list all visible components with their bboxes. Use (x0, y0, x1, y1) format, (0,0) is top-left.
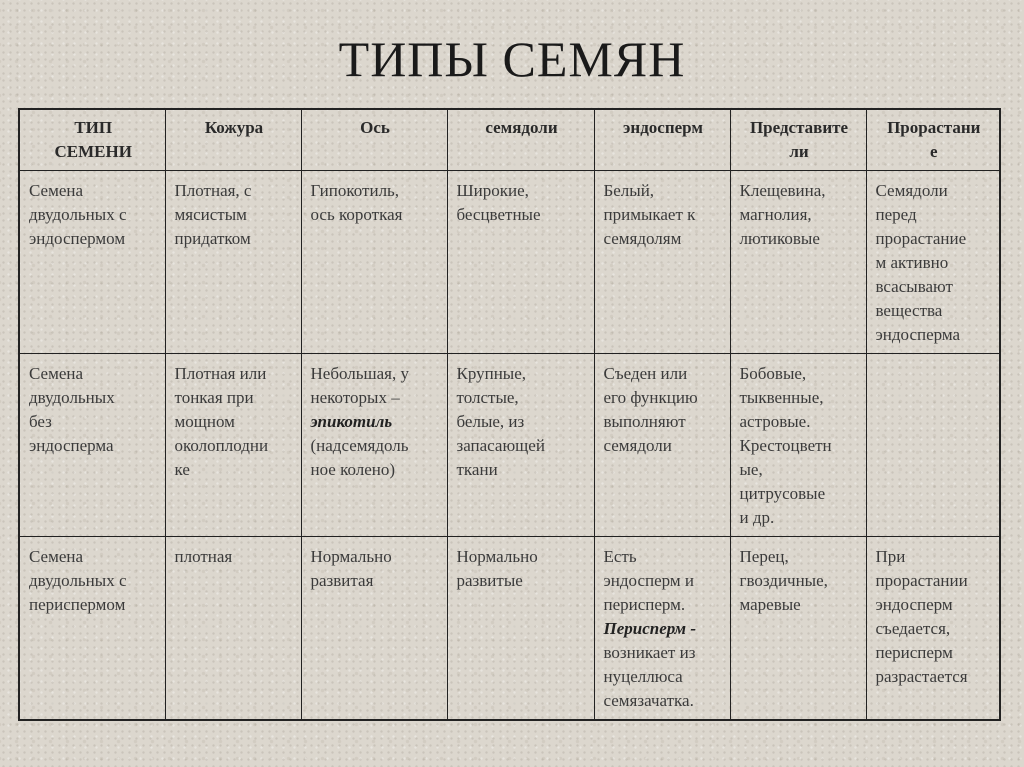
cell-germination: При прорастании эндосперм съедается, перисперм разрастается (866, 537, 1000, 721)
cell-axis: Нормально развитая (301, 537, 447, 721)
cell-representatives: Перец, гвоздичные, маревые (730, 537, 866, 721)
table-row (19, 354, 1000, 537)
term-perisperm: Перисперм - (603, 619, 696, 638)
cell-endosperm: Белый, примыкает к семядолям (594, 171, 730, 354)
table-row (19, 171, 1000, 354)
cell-axis: Гипокотиль, ось короткая (301, 171, 447, 354)
header-seed-coat: Кожура (165, 109, 301, 171)
cell-cotyledons: Нормально развитые (447, 537, 594, 721)
cell-seed-coat: Плотная или тонкая при мощном околоплодни ке (165, 354, 301, 537)
header-representatives: Представите ли (730, 109, 866, 171)
cell-representatives: Бобовые, тыквенные, астровые. Крестоцветн ые, цитрусовые и др. (730, 354, 866, 537)
cell-cotyledons: Широкие, бесцветные (447, 171, 594, 354)
header-endosperm: эндосперм (594, 109, 730, 171)
table-row (19, 537, 1000, 721)
seed-types-table (18, 108, 1001, 721)
cell-axis: Небольшая, у некоторых – эпикотиль (надсемядоль ное колено) (301, 354, 447, 537)
cell-seed-coat: плотная (165, 537, 301, 721)
cell-germination: Семядоли перед прорастание м активно всасывают вещества эндосперма (866, 171, 1000, 354)
header-germination: Прорастани е (866, 109, 1000, 171)
header-axis: Ось (301, 109, 447, 171)
header-seed-type: ТИП СЕМЕНИ (19, 109, 165, 171)
cell-endosperm: Есть эндосперм и перисперм. Перисперм - возникает из нуцеллюса семязачатка. (594, 537, 730, 721)
term-epicotyl: эпикотиль (310, 412, 393, 431)
page-title: ТИПЫ СЕМЯН (338, 31, 686, 87)
cell-seed-coat: Плотная, с мясистым придатком (165, 171, 301, 354)
cell-seed-type: Семена двудольных с периспермом (19, 537, 165, 721)
header-cotyledons: семядоли (447, 109, 594, 171)
cell-germination-empty (866, 354, 1000, 537)
table-header-row (19, 109, 1000, 171)
cell-endosperm: Съеден или его функцию выполняют семядоли (594, 354, 730, 537)
cell-seed-type: Семена двудольных без эндосперма (19, 354, 165, 537)
cell-cotyledons: Крупные, толстые, белые, из запасающей ткани (447, 354, 594, 537)
cell-representatives: Клещевина, магнолия, лютиковые (730, 171, 866, 354)
cell-seed-type: Семена двудольных с эндоспермом (19, 171, 165, 354)
